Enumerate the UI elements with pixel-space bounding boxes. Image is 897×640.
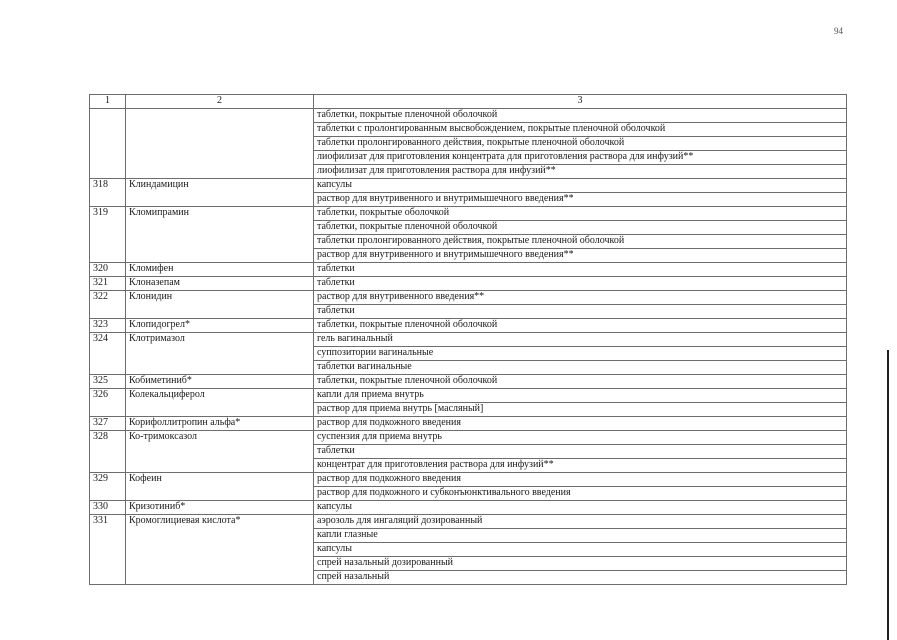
dosage-form: раствор для внутривенного и внутримышечного введения**	[314, 193, 847, 207]
row-number: 319	[90, 207, 126, 263]
drug-name: Клиндамицин	[126, 179, 314, 207]
dosage-form: спрей назальный дозированный	[314, 557, 847, 571]
dosage-form: аэрозоль для ингаляций дозированный	[314, 515, 847, 529]
table-row	[90, 179, 847, 193]
dosage-form: раствор для подкожного и субконъюнктивального введения	[314, 487, 847, 501]
row-number: 326	[90, 389, 126, 417]
header-col-1: 1	[90, 95, 126, 109]
table-row	[90, 501, 847, 515]
dosage-form: таблетки, покрытые оболочкой	[314, 207, 847, 221]
scan-edge-mark	[887, 350, 889, 640]
drug-name: Кломипрамин	[126, 207, 314, 263]
dosage-form: таблетки с пролонгированным высвобождением, покрытые пленочной оболочкой	[314, 123, 847, 137]
table-row	[90, 263, 847, 277]
dosage-form: таблетки, покрытые пленочной оболочкой	[314, 109, 847, 123]
dosage-form: концентрат для приготовления раствора для инфузий**	[314, 459, 847, 473]
dosage-form: таблетки, покрытые пленочной оболочкой	[314, 375, 847, 389]
dosage-form: капли глазные	[314, 529, 847, 543]
row-number: 318	[90, 179, 126, 207]
table-row	[90, 277, 847, 291]
drug-list-table	[89, 94, 847, 585]
dosage-form: таблетки пролонгированного действия, покрытые пленочной оболочкой	[314, 235, 847, 249]
row-number: 327	[90, 417, 126, 431]
table-row	[90, 207, 847, 221]
header-col-3: 3	[314, 95, 847, 109]
dosage-form: капсулы	[314, 543, 847, 557]
drug-name: Клопидогрел*	[126, 319, 314, 333]
row-number: 322	[90, 291, 126, 319]
dosage-form: суппозитории вагинальные	[314, 347, 847, 361]
dosage-form: капсулы	[314, 179, 847, 193]
row-number: 331	[90, 515, 126, 585]
header-col-2: 2	[126, 95, 314, 109]
drug-name: Кломифен	[126, 263, 314, 277]
row-number: 321	[90, 277, 126, 291]
row-number: 323	[90, 319, 126, 333]
drug-name: Корифоллитропин альфа*	[126, 417, 314, 431]
row-number	[90, 109, 126, 179]
dosage-form: раствор для приема внутрь [масляный]	[314, 403, 847, 417]
drug-name: Кризотиниб*	[126, 501, 314, 515]
table-row	[90, 389, 847, 403]
dosage-form: таблетки пролонгированного действия, покрытые пленочной оболочкой	[314, 137, 847, 151]
dosage-form: таблетки	[314, 263, 847, 277]
drug-name: Клотримазол	[126, 333, 314, 375]
table-row	[90, 319, 847, 333]
dosage-form: капсулы	[314, 501, 847, 515]
row-number: 328	[90, 431, 126, 473]
dosage-form: гель вагинальный	[314, 333, 847, 347]
table-row	[90, 431, 847, 445]
row-number: 329	[90, 473, 126, 501]
drug-name	[126, 109, 314, 179]
dosage-form: раствор для подкожного введения	[314, 473, 847, 487]
table-row	[90, 291, 847, 305]
row-number: 324	[90, 333, 126, 375]
dosage-form: раствор для внутривенного введения**	[314, 291, 847, 305]
row-number: 325	[90, 375, 126, 389]
table-row	[90, 417, 847, 431]
dosage-form: суспензия для приема внутрь	[314, 431, 847, 445]
dosage-form: лиофилизат для приготовления раствора для инфузий**	[314, 165, 847, 179]
table-row	[90, 515, 847, 529]
dosage-form: лиофилизат для приготовления концентрата для приготовления раствора для инфузий**	[314, 151, 847, 165]
dosage-form: таблетки вагинальные	[314, 361, 847, 375]
dosage-form: таблетки	[314, 445, 847, 459]
dosage-form: спрей назальный	[314, 571, 847, 585]
row-number: 330	[90, 501, 126, 515]
table-row	[90, 109, 847, 123]
table-row	[90, 473, 847, 487]
drug-name: Кофеин	[126, 473, 314, 501]
table-row	[90, 375, 847, 389]
drug-name: Кромоглициевая кислота*	[126, 515, 314, 585]
table-row	[90, 333, 847, 347]
dosage-form: таблетки	[314, 277, 847, 291]
row-number: 320	[90, 263, 126, 277]
drug-name: Ко-тримоксазол	[126, 431, 314, 473]
dosage-form: таблетки, покрытые пленочной оболочкой	[314, 319, 847, 333]
header-row	[90, 95, 847, 109]
drug-name: Колекальциферол	[126, 389, 314, 417]
dosage-form: раствор для подкожного введения	[314, 417, 847, 431]
page-number: 94	[834, 26, 843, 36]
drug-name: Клонидин	[126, 291, 314, 319]
dosage-form: капли для приема внутрь	[314, 389, 847, 403]
drug-name: Кобиметиниб*	[126, 375, 314, 389]
drug-name: Клоназепам	[126, 277, 314, 291]
dosage-form: таблетки	[314, 305, 847, 319]
dosage-form: раствор для внутривенного и внутримышечного введения**	[314, 249, 847, 263]
dosage-form: таблетки, покрытые пленочной оболочкой	[314, 221, 847, 235]
